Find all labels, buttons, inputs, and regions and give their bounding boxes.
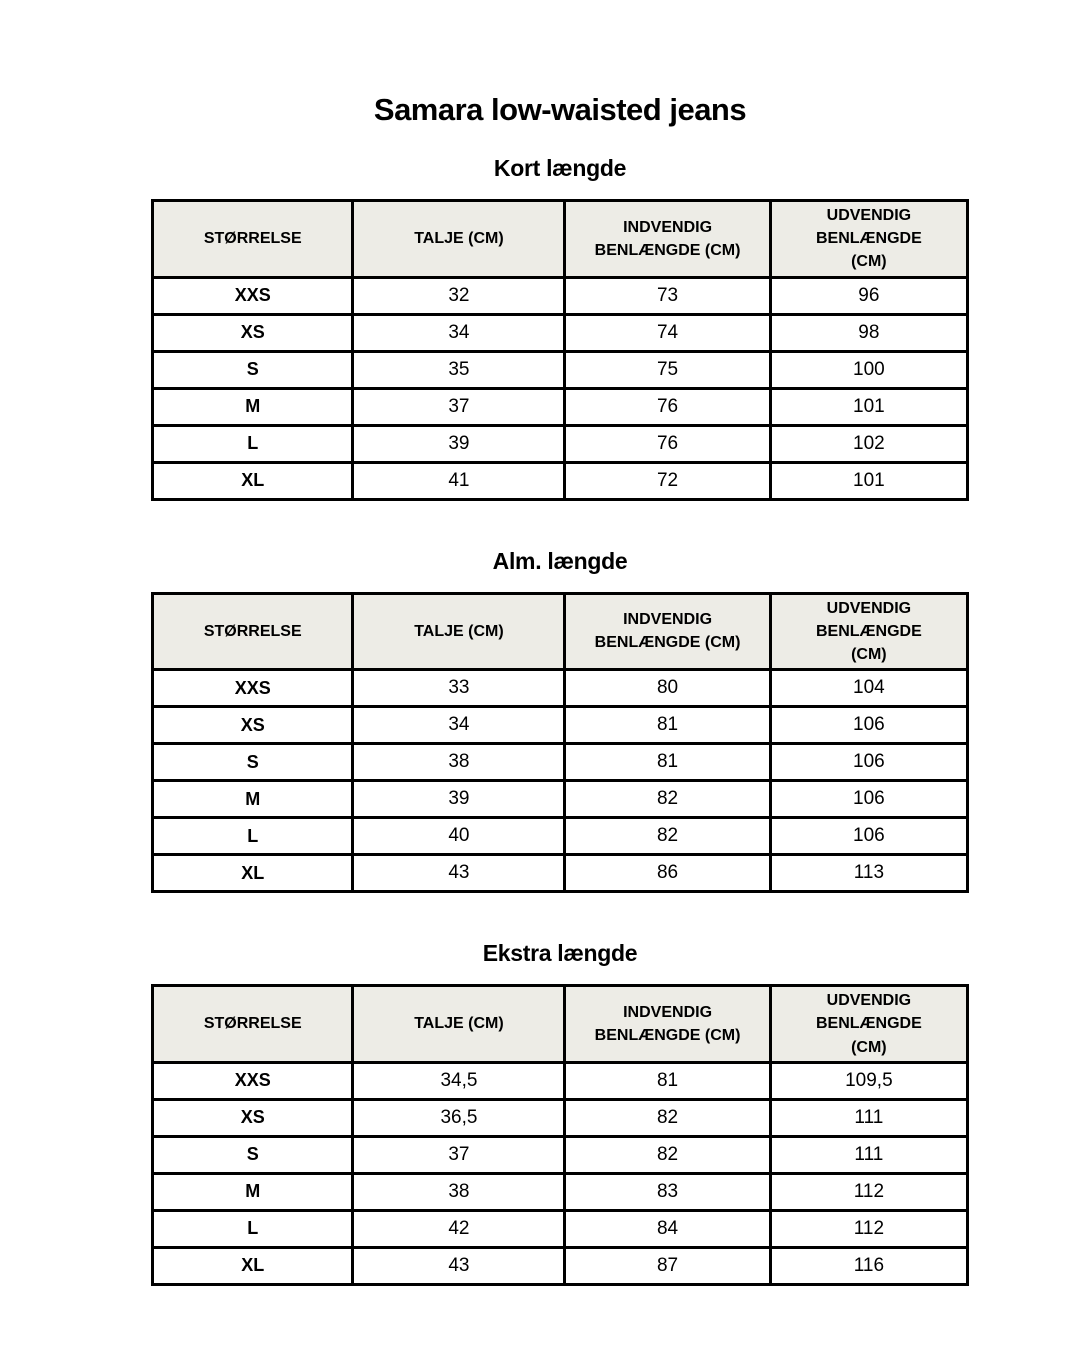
measurement-cell: 74 [565,314,770,351]
table-row [153,744,968,781]
column-header: TALJE (CM) [353,201,565,278]
size-label-cell: XL [153,855,353,892]
table-row [153,670,968,707]
measurement-cell: 81 [565,707,770,744]
measurement-cell: 38 [353,1173,565,1210]
size-table-body [153,1062,968,1284]
measurement-cell: 38 [353,744,565,781]
measurement-cell: 37 [353,388,565,425]
size-table [151,984,969,1286]
measurement-cell: 104 [770,670,967,707]
table-row [153,425,968,462]
measurement-cell: 101 [770,388,967,425]
table-row [153,855,968,892]
size-table-body [153,670,968,892]
measurement-cell: 42 [353,1210,565,1247]
column-header: TALJE (CM) [353,986,565,1063]
size-label-cell: XS [153,707,353,744]
size-label-cell: XL [153,1247,353,1284]
measurement-cell: 106 [770,781,967,818]
table-row [153,1136,968,1173]
header-row [153,593,968,670]
column-header: UDVENDIG BENLÆNGDE (CM) [770,593,967,670]
size-label-cell: L [153,818,353,855]
table-row [153,314,968,351]
measurement-cell: 82 [565,818,770,855]
table-row [153,1247,968,1284]
size-label-cell: L [153,1210,353,1247]
measurement-cell: 82 [565,1099,770,1136]
size-label-cell: XXS [153,1062,353,1099]
measurement-cell: 80 [565,670,770,707]
measurement-cell: 35 [353,351,565,388]
measurement-cell: 73 [565,277,770,314]
size-label-cell: M [153,1173,353,1210]
size-table [151,592,969,894]
column-header: INDVENDIG BENLÆNGDE (CM) [565,986,770,1063]
table-row [153,388,968,425]
size-label-cell: S [153,351,353,388]
measurement-cell: 43 [353,855,565,892]
measurement-cell: 102 [770,425,967,462]
size-label-cell: M [153,781,353,818]
measurement-cell: 87 [565,1247,770,1284]
measurement-cell: 37 [353,1136,565,1173]
size-table-header [153,986,968,1063]
size-table [151,199,969,501]
measurement-cell: 100 [770,351,967,388]
column-header: INDVENDIG BENLÆNGDE (CM) [565,593,770,670]
measurement-cell: 109,5 [770,1062,967,1099]
measurement-cell: 34 [353,707,565,744]
table-row [153,1173,968,1210]
measurement-cell: 116 [770,1247,967,1284]
column-header: UDVENDIG BENLÆNGDE (CM) [770,201,967,278]
size-table-header [153,593,968,670]
table-row [153,781,968,818]
measurement-cell: 86 [565,855,770,892]
size-sections [151,155,969,1286]
measurement-cell: 106 [770,707,967,744]
measurement-cell: 32 [353,277,565,314]
measurement-cell: 84 [565,1210,770,1247]
size-section [151,155,969,501]
measurement-cell: 96 [770,277,967,314]
size-label-cell: S [153,744,353,781]
table-row [153,1210,968,1247]
measurement-cell: 111 [770,1136,967,1173]
table-row [153,818,968,855]
column-header: INDVENDIG BENLÆNGDE (CM) [565,201,770,278]
measurement-cell: 33 [353,670,565,707]
measurement-cell: 34,5 [353,1062,565,1099]
size-label-cell: XXS [153,277,353,314]
table-row [153,462,968,499]
measurement-cell: 76 [565,425,770,462]
measurement-cell: 112 [770,1210,967,1247]
size-table-body [153,277,968,499]
measurement-cell: 82 [565,781,770,818]
measurement-cell: 39 [353,425,565,462]
size-guide-page [151,0,969,1286]
page-title: Samara low-waisted jeans [373,92,747,127]
size-label-cell: L [153,425,353,462]
column-header: TALJE (CM) [353,593,565,670]
measurement-cell: 111 [770,1099,967,1136]
section-heading: Ekstra længde [482,940,638,967]
measurement-cell: 81 [565,1062,770,1099]
section-heading: Alm. længde [492,547,628,574]
size-label-cell: XS [153,1099,353,1136]
measurement-cell: 75 [565,351,770,388]
measurement-cell: 72 [565,462,770,499]
measurement-cell: 106 [770,744,967,781]
measurement-cell: 101 [770,462,967,499]
measurement-cell: 41 [353,462,565,499]
measurement-cell: 43 [353,1247,565,1284]
column-header: STØRRELSE [153,201,353,278]
size-table-header [153,201,968,278]
measurement-cell: 40 [353,818,565,855]
measurement-cell: 76 [565,388,770,425]
measurement-cell: 106 [770,818,967,855]
size-label-cell: M [153,388,353,425]
size-label-cell: XL [153,462,353,499]
measurement-cell: 82 [565,1136,770,1173]
column-header: STØRRELSE [153,986,353,1063]
header-row [153,201,968,278]
measurement-cell: 34 [353,314,565,351]
measurement-cell: 112 [770,1173,967,1210]
table-row [153,707,968,744]
size-section [151,548,969,894]
header-row [153,986,968,1063]
table-row [153,351,968,388]
size-label-cell: XS [153,314,353,351]
measurement-cell: 39 [353,781,565,818]
column-header: UDVENDIG BENLÆNGDE (CM) [770,986,967,1063]
size-label-cell: XXS [153,670,353,707]
measurement-cell: 98 [770,314,967,351]
measurement-cell: 83 [565,1173,770,1210]
table-row [153,1099,968,1136]
measurement-cell: 113 [770,855,967,892]
measurement-cell: 81 [565,744,770,781]
size-section [151,940,969,1286]
size-label-cell: S [153,1136,353,1173]
table-row [153,277,968,314]
table-row [153,1062,968,1099]
column-header: STØRRELSE [153,593,353,670]
section-heading: Kort længde [493,155,627,181]
measurement-cell: 36,5 [353,1099,565,1136]
